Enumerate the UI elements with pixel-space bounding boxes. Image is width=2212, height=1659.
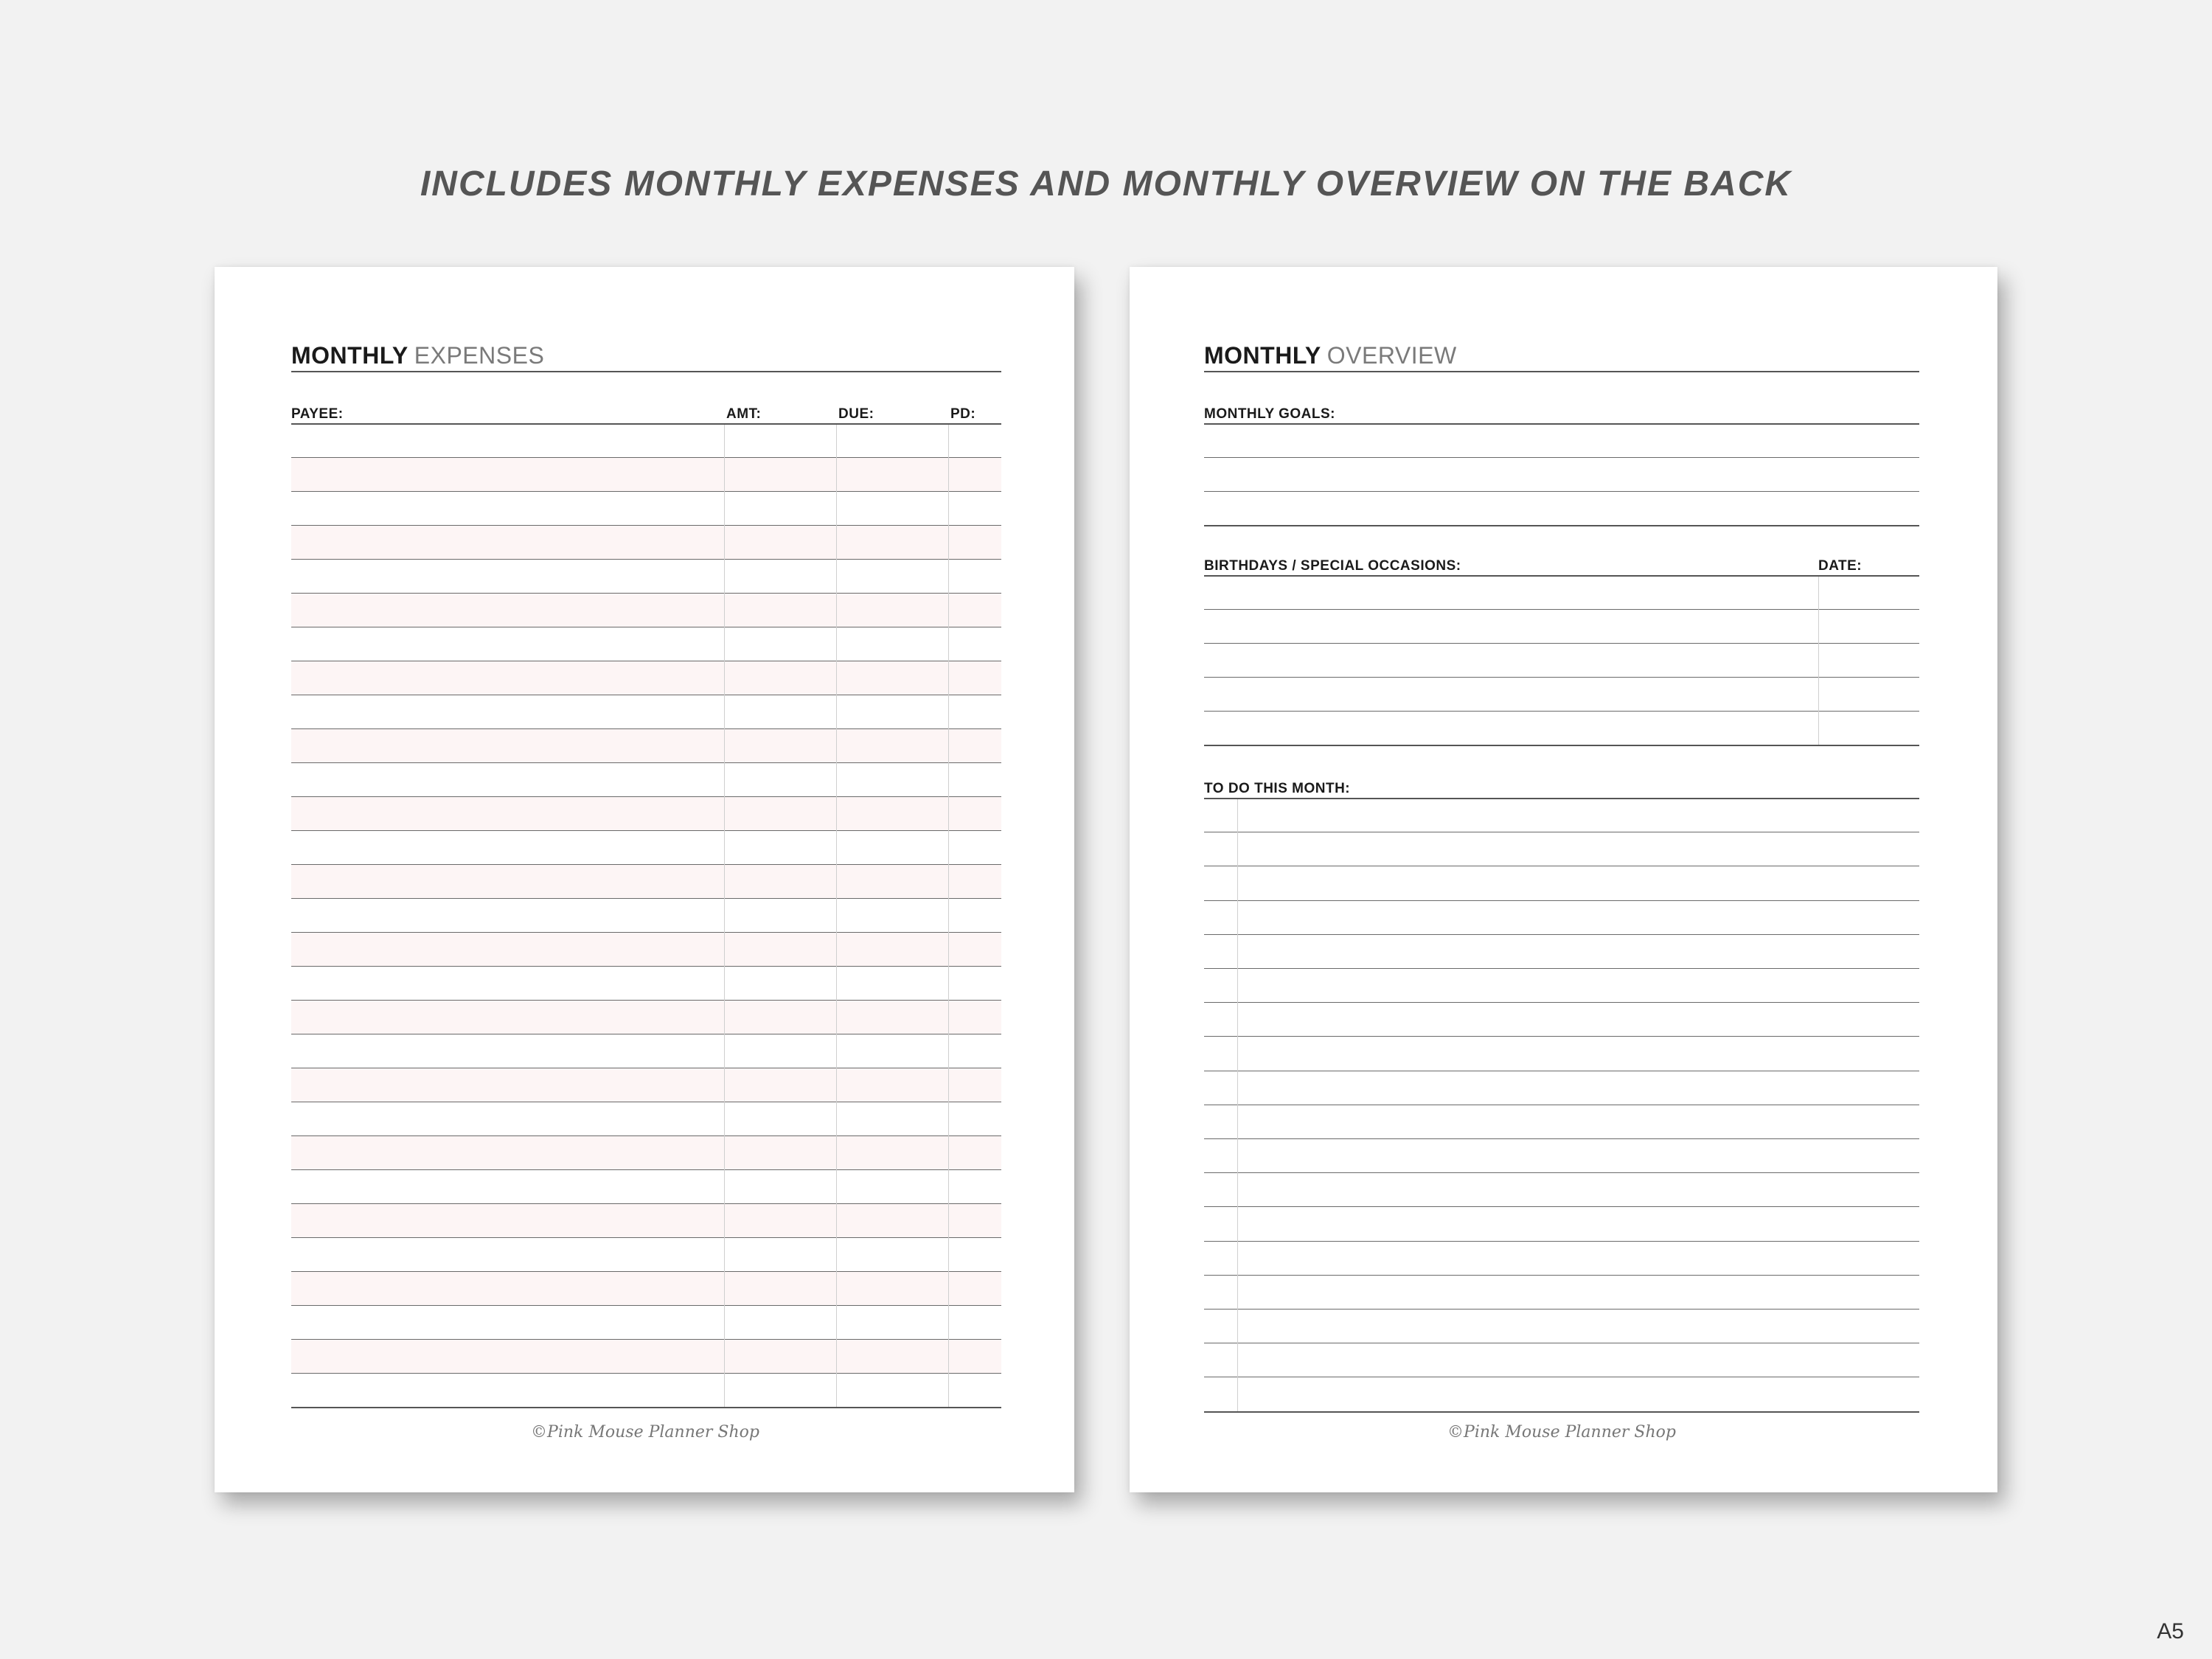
table-row-rule [291,1237,1001,1238]
todo-checkbox-divider [1237,799,1238,1411]
payee-column-header: PAYEE: [291,406,344,422]
todo-label: TO DO THIS MONTH: [1204,781,1351,796]
occasions-header-rule [1204,575,1919,577]
amt-column-header: AMT: [726,406,762,422]
goals-line [1204,525,1919,526]
overview-title-light: OVERVIEW [1326,342,1457,369]
date-column-divider [1818,577,1819,745]
expenses-header-rule [291,423,1001,425]
todo-line [1204,1206,1919,1207]
todo-line [1204,1411,1919,1413]
todo-line [1204,934,1919,935]
todo-line [1204,968,1919,969]
todo-line [1204,1036,1919,1037]
goals-line [1204,491,1919,492]
table-row-rule [291,762,1001,763]
overview-title-bold: MONTHLY [1204,342,1321,369]
occasion-line [1204,745,1919,746]
expenses-title-light: EXPENSES [414,342,545,369]
expenses-footer-signature: ©Pink Mouse Planner Shop [531,1423,759,1441]
todo-line [1204,1309,1919,1310]
overview-title-rule [1204,371,1919,372]
occasions-label: BIRTHDAYS / SPECIAL OCCASIONS: [1204,558,1461,574]
table-row-tint [291,594,1001,627]
todo-line [1204,1241,1919,1242]
due-column-header: DUE: [838,406,874,422]
occasion-line [1204,609,1919,610]
goals-label: MONTHLY GOALS: [1204,406,1336,422]
table-row-rule [291,898,1001,899]
table-row-tint [291,1204,1001,1237]
table-row-rule [291,1169,1001,1170]
due-column-divider [836,425,837,1407]
table-row-tint [291,1136,1001,1169]
table-row-tint [291,865,1001,898]
headline: INCLUDES MONTHLY EXPENSES AND MONTHLY OVERVIEW ON THE BACK [420,164,1792,204]
goals-line [1204,457,1919,458]
occasion-line [1204,711,1919,712]
pd-column-divider [948,425,949,1407]
table-row-tint [291,1068,1001,1102]
pd-column-header: PD: [950,406,976,422]
date-label: DATE: [1818,558,1863,574]
table-row-rule [291,830,1001,831]
table-row-rule [291,1305,1001,1306]
table-row-tint [291,933,1001,966]
expenses-bottom-rule [291,1407,1001,1408]
table-row-rule [291,966,1001,967]
table-row-tint [291,1272,1001,1305]
todo-line [1204,1138,1919,1139]
table-row-tint [291,458,1001,491]
amt-column-divider [724,425,725,1407]
table-row-rule [291,491,1001,492]
overview-footer-signature: ©Pink Mouse Planner Shop [1447,1423,1676,1441]
goals-header-rule [1204,423,1919,425]
todo-line [1204,1002,1919,1003]
table-row-tint [291,729,1001,762]
table-row-rule [291,1373,1001,1374]
occasion-line [1204,677,1919,678]
table-row-tint [291,526,1001,559]
expenses-title [291,342,544,369]
todo-line [1204,900,1919,901]
occasion-line [1204,643,1919,644]
todo-line [1204,1275,1919,1276]
table-row-rule [291,559,1001,560]
todo-line [1204,1172,1919,1173]
overview-title [1204,342,1457,369]
table-row-tint [291,1340,1001,1373]
table-row-tint [291,1001,1001,1034]
size-label: A5 [2157,1619,2184,1644]
expenses-title-rule [291,371,1001,372]
table-row-tint [291,661,1001,695]
todo-header-rule [1204,798,1919,799]
table-row-tint [291,797,1001,830]
expenses-title-bold: MONTHLY [291,342,408,369]
